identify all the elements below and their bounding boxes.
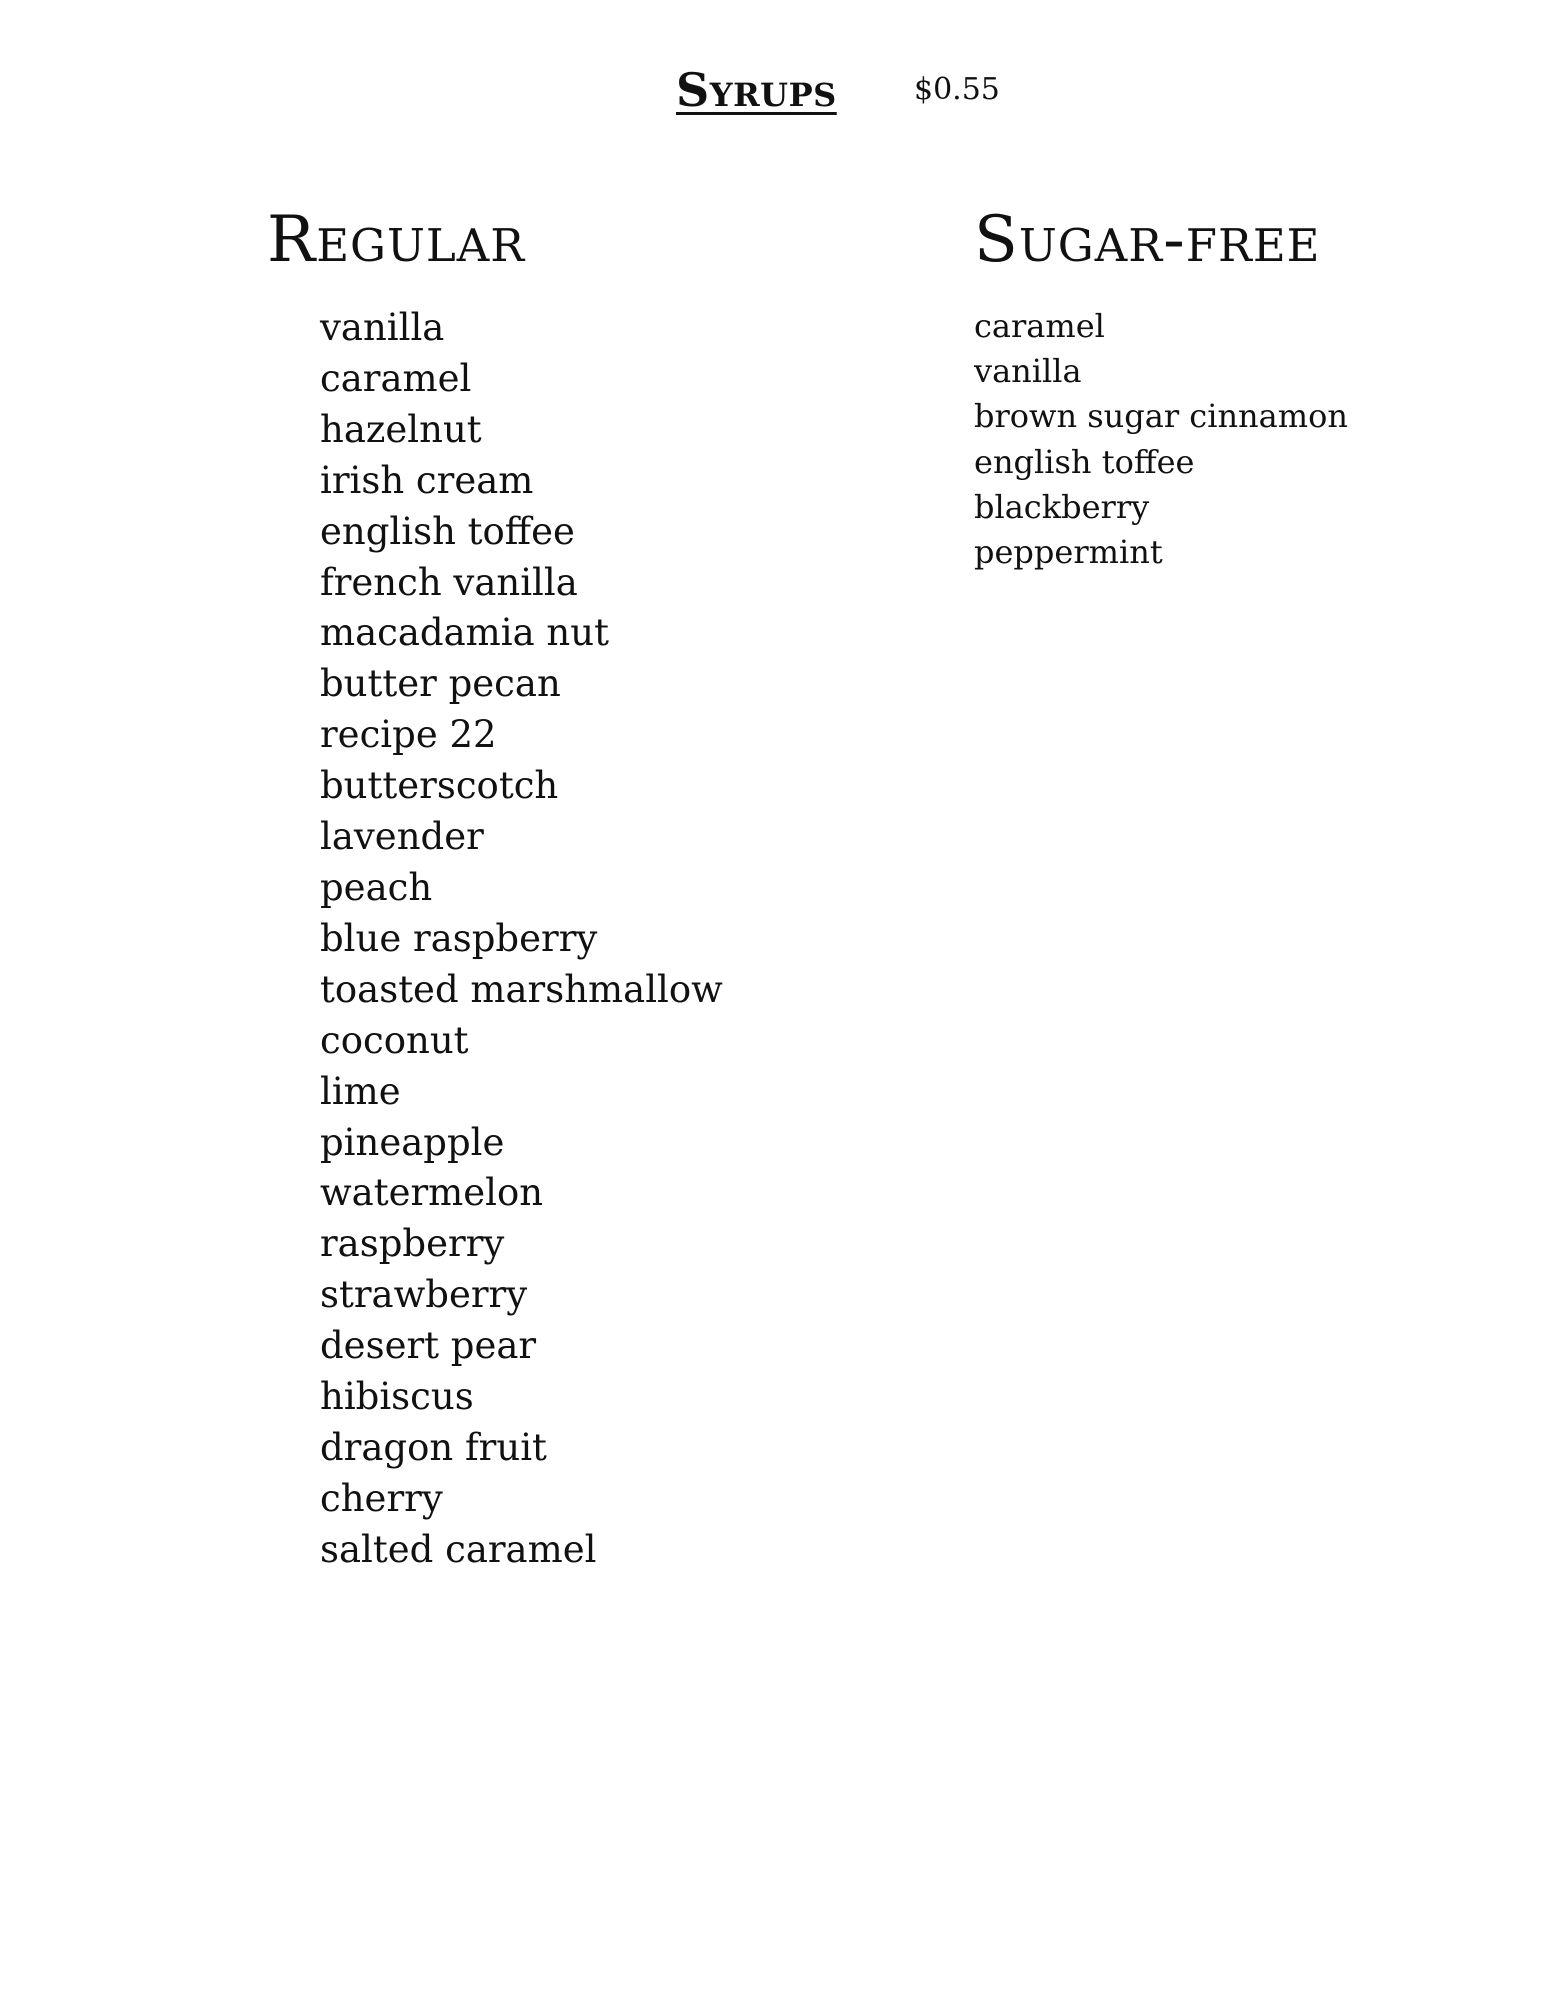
regular-heading: Regular <box>267 203 526 277</box>
list-item: caramel <box>320 356 472 400</box>
list-item: vanilla <box>974 352 1082 391</box>
list-item: watermelon <box>320 1171 544 1215</box>
list-item: cherry <box>320 1476 443 1520</box>
list-item: vanilla <box>320 306 445 349</box>
list-item: recipe 22 <box>320 713 497 757</box>
list-item: raspberry <box>320 1222 505 1266</box>
list-item: desert pear <box>320 1324 537 1368</box>
list-item: brown sugar cinnamon <box>974 397 1348 436</box>
sugar-free-syrup-list <box>974 304 1348 575</box>
list-item: lime <box>320 1069 401 1113</box>
syrup-price: $0.55 <box>914 72 1000 107</box>
list-item: english toffee <box>320 509 575 553</box>
list-item: english toffee <box>974 442 1195 481</box>
list-item: dragon fruit <box>320 1425 547 1469</box>
list-item: pineapple <box>320 1120 505 1164</box>
list-item: macadamia nut <box>320 611 609 655</box>
list-item: salted caramel <box>320 1527 597 1571</box>
list-item: peach <box>320 865 433 909</box>
list-item: blue raspberry <box>320 916 598 960</box>
list-item: caramel <box>974 307 1105 345</box>
list-item: butter pecan <box>320 662 561 706</box>
list-item: hazelnut <box>320 407 482 451</box>
regular-syrup-list <box>320 303 723 1576</box>
sugar-free-heading: Sugar-free <box>974 203 1321 277</box>
page-title: Syrups <box>676 63 837 117</box>
list-item: coconut <box>320 1018 469 1062</box>
list-item: peppermint <box>974 533 1163 572</box>
list-item: butterscotch <box>320 764 559 808</box>
list-item: strawberry <box>320 1273 528 1317</box>
list-item: lavender <box>320 815 484 859</box>
list-item: french vanilla <box>320 560 578 604</box>
list-item: hibiscus <box>320 1375 474 1419</box>
list-item: irish cream <box>320 458 534 502</box>
list-item: blackberry <box>974 487 1150 526</box>
list-item: toasted marshmallow <box>320 967 723 1011</box>
